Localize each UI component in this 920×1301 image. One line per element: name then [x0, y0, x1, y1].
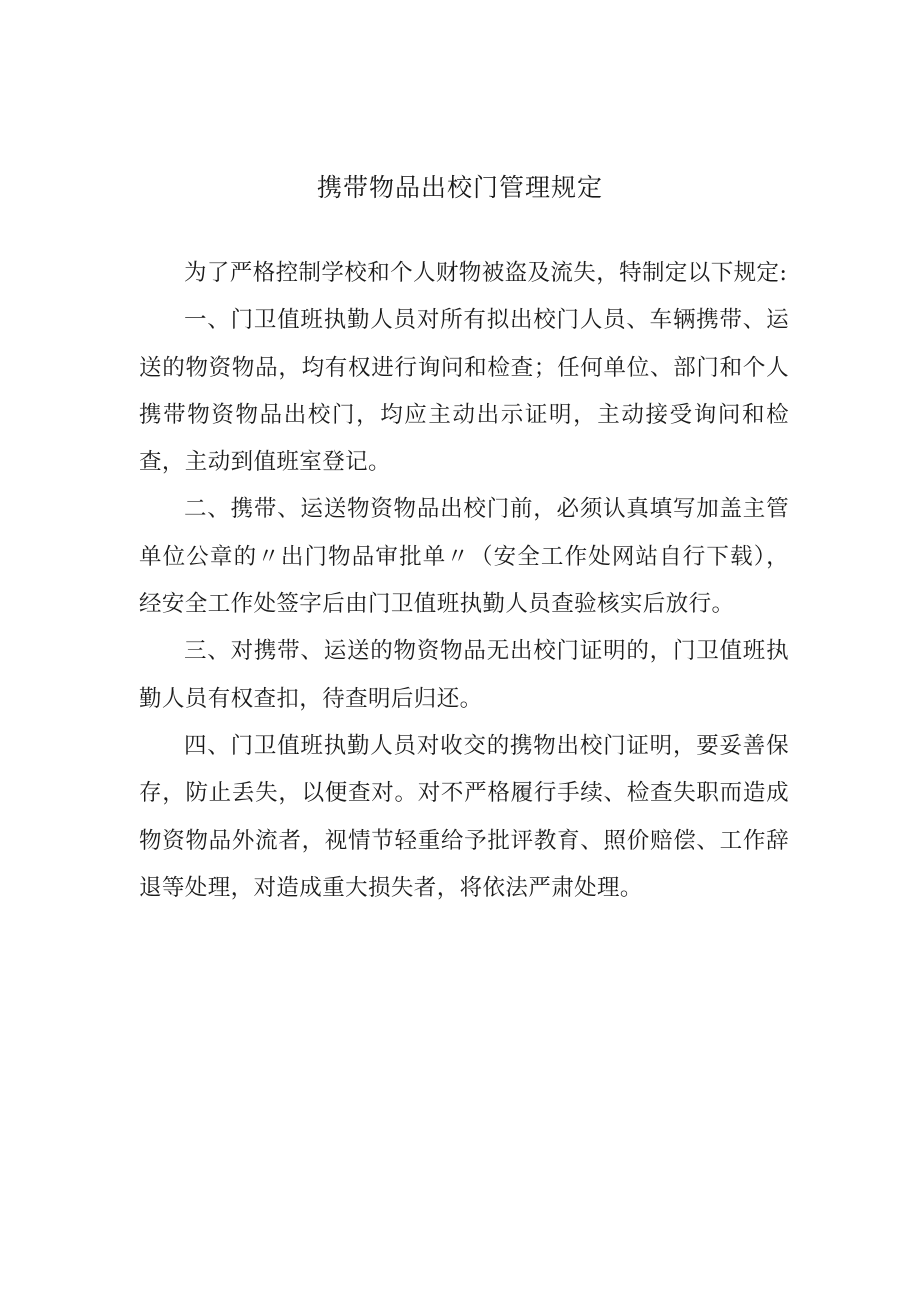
document-body	[139, 250, 789, 912]
paragraph-rule-3: 三、对携带、运送的物资物品无出校门证明的，门卫值班执勤人员有权查扣，待查明后归还。	[139, 638, 789, 712]
document-title: 携带物品出校门管理规定	[316, 173, 603, 202]
paragraph-rule-2: 二、携带、运送物资物品出校门前，必须认真填写加盖主管单位公章的〃出门物品审批单〃（安全工作处网站自行下载），经安全工作处签字后由门卫值班执勤人员查验核实后放行。	[139, 496, 789, 618]
paragraph-rule-1: 一、门卫值班执勤人员对所有拟出校门人员、车辆携带、运送的物资物品，均有权进行询问和检查；任何单位、部门和个人携带物资物品出校门，均应主动出示证明，主动接受询问和检查，主动到值班室登记。	[139, 307, 789, 476]
paragraph-rule-4: 四、门卫值班执勤人员对收交的携物出校门证明，要妥善保存，防止丢失，以便查对。对不严格履行手续、检查失职而造成物资物品外流者，视情节轻重给予批评教育、照价赔偿、工作辞退等处理，对造成重大损失者，将依法严肃处理。	[139, 732, 789, 901]
paragraph-intro: 为了严格控制学校和个人财物被盗及流失，特制定以下规定:	[184, 260, 788, 286]
